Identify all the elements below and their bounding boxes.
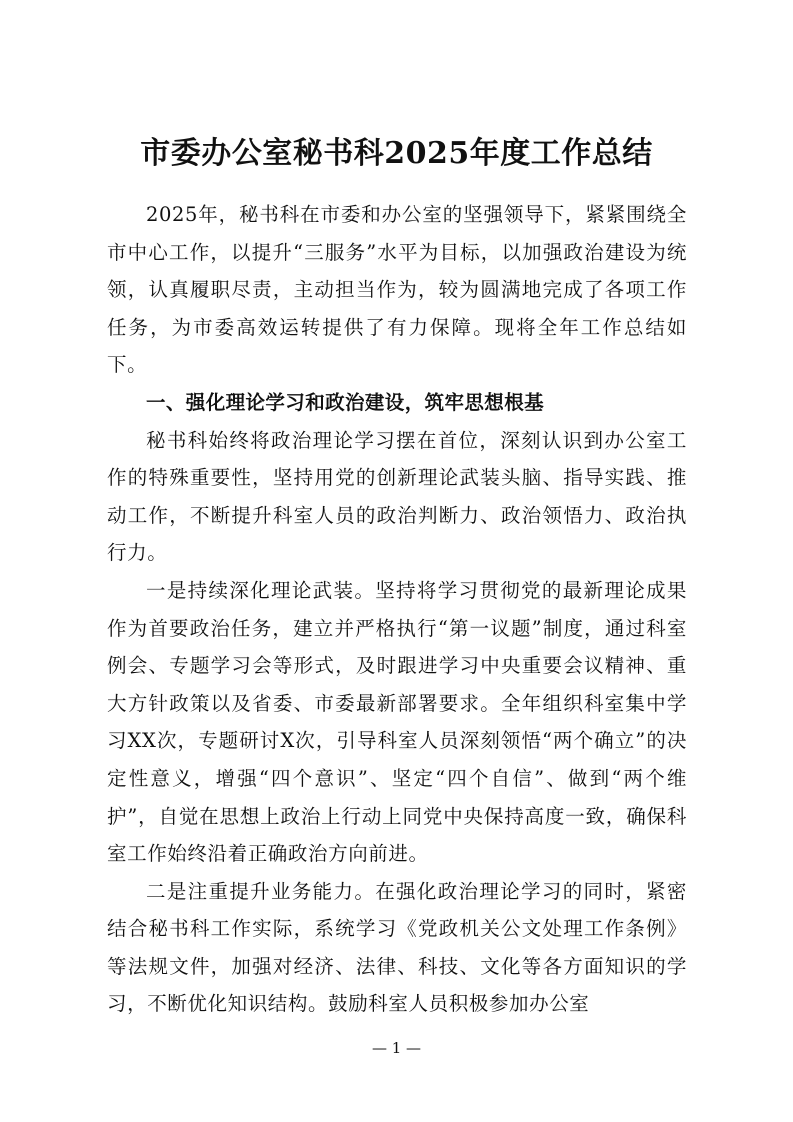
- point-text-1: 持续深化理论武装。坚持将学习贯彻党的最新理论成果作为首要政治任务，建立并严格执行“第一议题”制度，通过科室例会、专题学习会等形式，及时跟进学习中央重要会议精神、重大方针政策以及省委、市委最新部署要求。全年组织科室集中学习XX次，专题研讨X次，引导科室人员深刻领悟“两个确立”的决定性意义，增强“四个意识”、坚定“四个自信”、做到“两个维护”，自觉在思想上政治上行动上同党中央保持高度一致，确保科室工作始终沿着正确政治方向前进。: [107, 578, 687, 866]
- intro-paragraph: 2025年，秘书科在市委和办公室的坚强领导下，紧紧围绕全市中心工作，以提升“三服务”水平为目标，以加强政治建设为统领，认真履职尽责，主动担当作为，较为圆满地完成了各项工作任务，为市委高效运转提供了有力保障。现将全年工作总结如下。: [107, 203, 687, 377]
- point-lead-1: 一是: [146, 578, 188, 602]
- page-number: — 1 —: [371, 1039, 422, 1057]
- point-text-2: 注重提升业务能力。在强化政治理论学习的同时，紧密结合秘书科工作实际，系统学习《党政机关公文处理工作条例》等法规文件，加强对经济、法律、科技、文化等各方面知识的学习，不断优化知识结构。鼓励科室人员积极参加办公室: [107, 879, 687, 1016]
- document-body: [107, 196, 687, 1023]
- page-title: 市委办公室秘书科2025年度工作总结: [140, 136, 653, 172]
- section-heading: 一、强化理论学习和政治建设，筑牢思想根基: [146, 390, 545, 414]
- point-paragraph-1: [107, 572, 687, 873]
- point-lead-2: 二是: [146, 879, 188, 903]
- section-paragraph: 秘书科始终将政治理论学习摆在首位，深刻认识到办公室工作的特殊重要性，坚持用党的创新理论武装头脑、指导实践、推动工作，不断提升科室人员的政治判断力、政治领悟力、政治执行力。: [107, 428, 687, 565]
- point-paragraph-2: [107, 873, 687, 1023]
